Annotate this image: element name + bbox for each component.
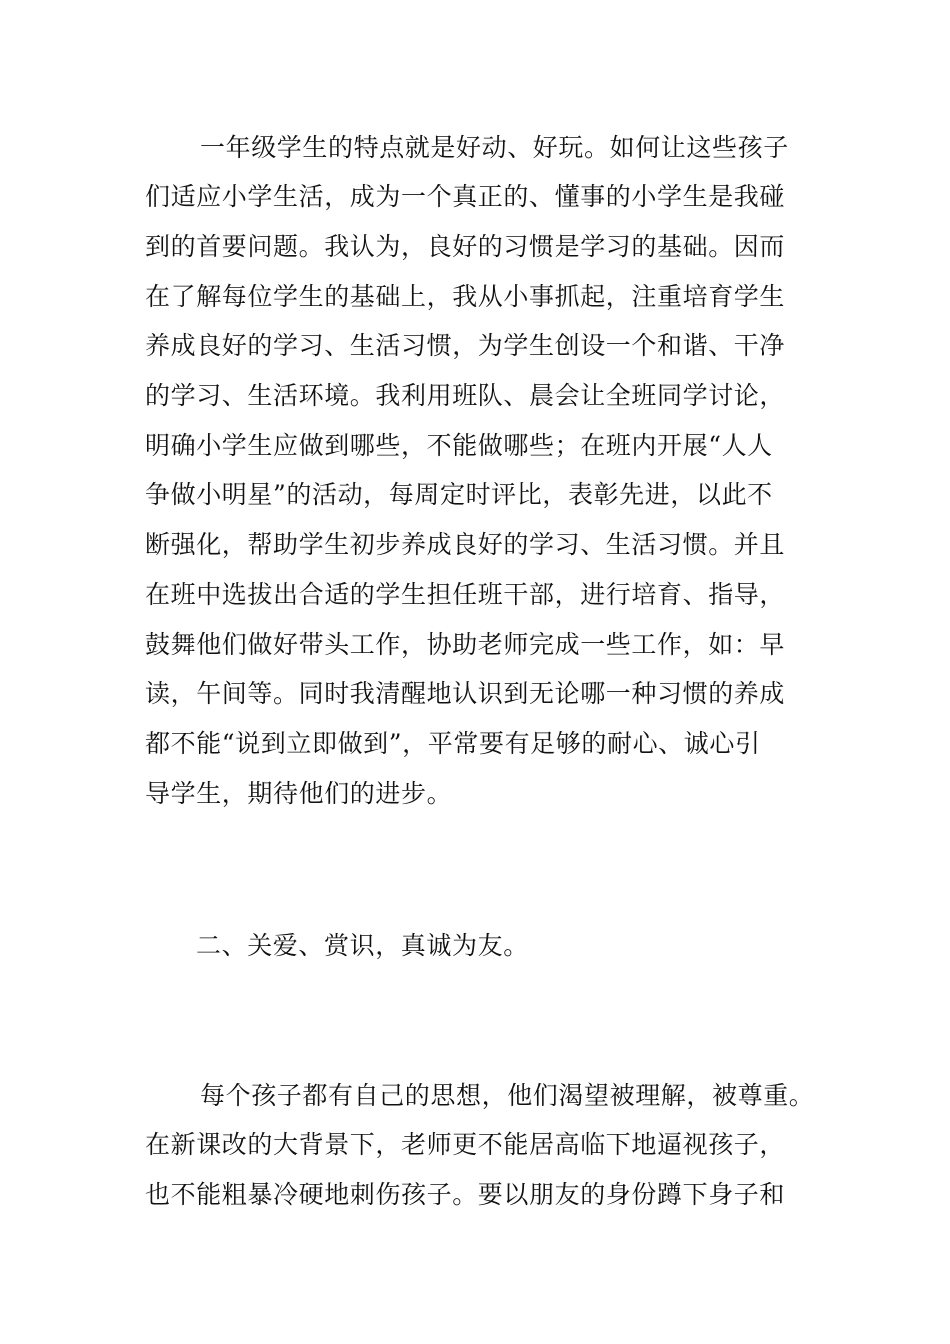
paragraph-1-line-4: 在了解每位学生的基础上，我从小事抓起，注重培育学生	[145, 282, 786, 311]
paragraph-1-line-9: 断强化，帮助学生初步养成良好的学习、生活习惯。并且	[145, 530, 786, 559]
paragraph-1-line-6: 的学习、生活环境。我利用班队、晨会让全班同学讨论，	[145, 381, 786, 410]
section-heading: 二、关爱、赏识，真诚为友。	[196, 931, 529, 960]
paragraph-1-line-3: 到的首要问题。我认为，良好的习惯是学习的基础。因而	[145, 232, 786, 261]
paragraph-1-line-12: 读，午间等。同时我清醒地认识到无论哪一种习惯的养成	[145, 679, 786, 708]
paragraph-1-line-10: 在班中选拔出合适的学生担任班干部，进行培育、指导，	[145, 580, 786, 609]
paragraph-1-line-1: 一年级学生的特点就是好动、好玩。如何让这些孩子	[200, 133, 789, 162]
paragraph-1-line-7: 明确小学生应做到哪些，不能做哪些；在班内开展“人人	[145, 431, 773, 460]
paragraph-1-line-5: 养成良好的学习、生活习惯，为学生创设一个和谐、干净	[145, 331, 786, 360]
paragraph-1-line-2: 们适应小学生活，成为一个真正的、懂事的小学生是我碰	[145, 182, 786, 211]
paragraph-2-line-3: 也不能粗暴冷硬地刺伤孩子。要以朋友的身份蹲下身子和	[145, 1180, 786, 1209]
paragraph-2-line-1: 每个孩子都有自己的思想，他们渴望被理解，被尊重。	[200, 1081, 815, 1110]
paragraph-2-line-2: 在新课改的大背景下，老师更不能居高临下地逼视孩子，	[145, 1130, 786, 1159]
paragraph-1-line-13: 都不能“说到立即做到”，平常要有足够的耐心、诚心引	[145, 729, 761, 758]
paragraph-1-line-14: 导学生，期待他们的进步。	[145, 779, 453, 808]
paragraph-1-line-8: 争做小明星”的活动，每周定时评比，表彰先进，以此不	[145, 480, 773, 509]
paragraph-1-line-11: 鼓舞他们做好带头工作，协助老师完成一些工作，如：早	[145, 630, 786, 659]
